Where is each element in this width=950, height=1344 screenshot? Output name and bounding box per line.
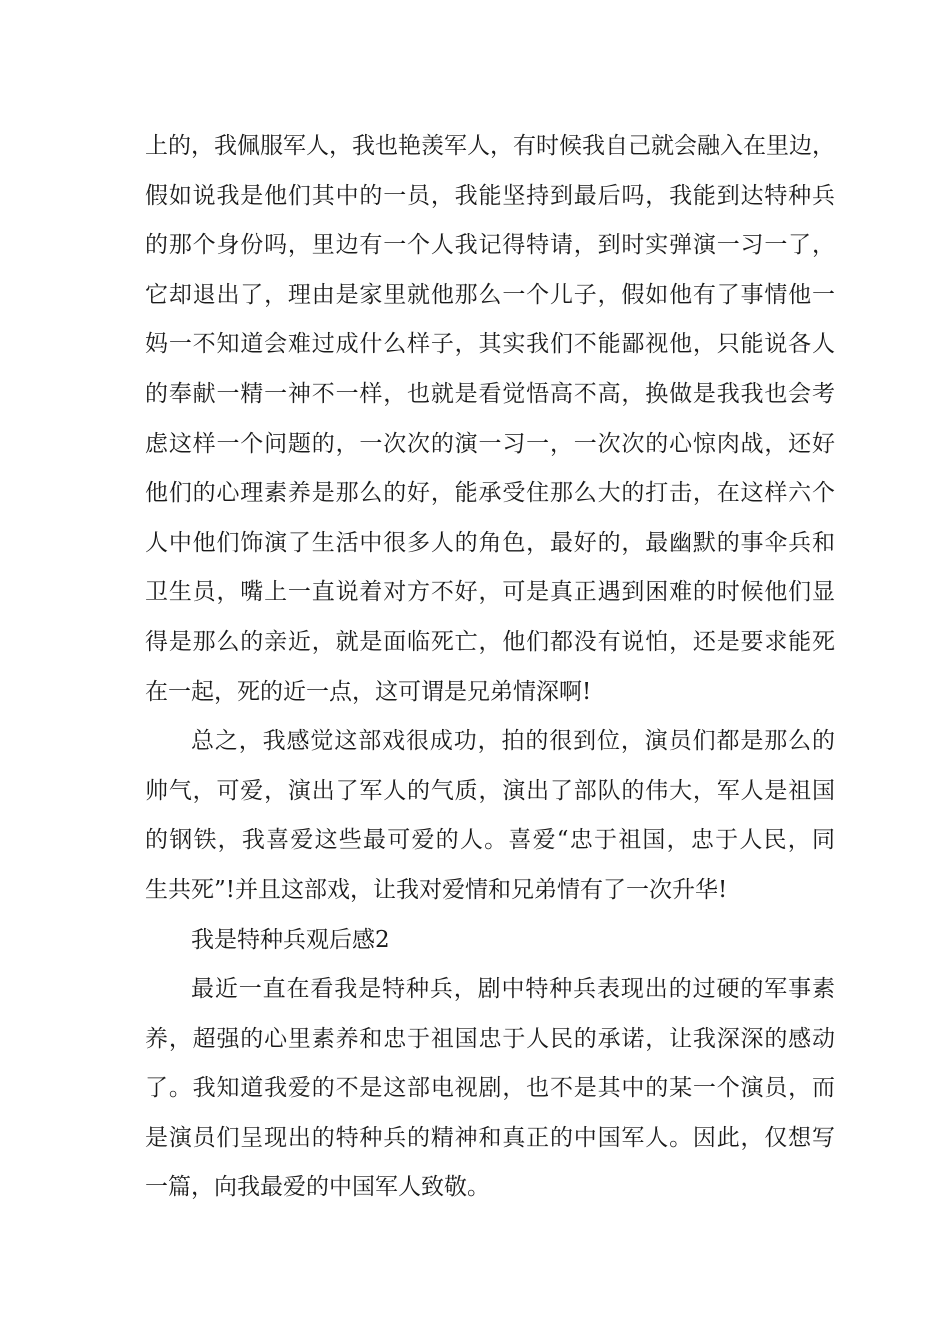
text-line: 总之，我感觉这部戏很成功，拍的很到位，演员们都是那么的 (191, 728, 835, 755)
text-line: 一篇，向我最爱的中国军人致敬。 (145, 1174, 490, 1201)
text-line: 他们的心理素养是那么的好，能承受住那么大的打击，在这样六个 (145, 480, 835, 507)
text-line: 最近一直在看我是特种兵，剧中特种兵表现出的过硬的军事素 (191, 976, 835, 1003)
text-line: 的钢铁，我喜爱这些最可爱的人。喜爱“忠于祖国，忠于人民，同 (145, 827, 835, 854)
document-body (145, 122, 835, 1213)
paragraph-continuation (145, 122, 835, 717)
text-line: 帅气，可爱，演出了军人的气质，演出了部队的伟大，军人是祖国 (145, 777, 835, 804)
paragraph-essay-2 (145, 965, 835, 1213)
text-line: 了。我知道我爱的不是这部电视剧，也不是其中的某一个演员，而 (145, 1075, 835, 1102)
text-line: 的那个身份吗，里边有一个人我记得特请，到时实弹演一习一了， (145, 232, 835, 259)
text-line: 它却退出了，理由是家里就他那么一个儿子，假如他有了事情他一 (145, 281, 835, 308)
section-heading: 我是特种兵观后感2 (191, 926, 390, 953)
text-line: 人中他们饰演了生活中很多人的角色，最好的，最幽默的事伞兵和 (145, 529, 835, 556)
text-line: 妈一不知道会难过成什么样子，其实我们不能鄙视他，只能说各人 (145, 331, 835, 358)
text-line: 生共死”!并且这部戏，让我对爱情和兄弟情有了一次升华! (145, 876, 728, 903)
text-line: 的奉献一精一神不一样，也就是看觉悟高不高，换做是我我也会考 (145, 380, 835, 407)
text-line: 养，超强的心里素养和忠于祖国忠于人民的承诺，让我深深的感动 (145, 1025, 835, 1052)
text-line: 是演员们呈现出的特种兵的精神和真正的中国军人。因此，仅想写 (145, 1124, 835, 1151)
text-line: 卫生员，嘴上一直说着对方不好，可是真正遇到困难的时候他们显 (145, 579, 835, 606)
text-line: 在一起，死的近一点，这可谓是兄弟情深啊! (145, 678, 592, 705)
text-line: 虑这样一个问题的，一次次的演一习一，一次次的心惊肉战，还好 (145, 430, 835, 457)
paragraph-conclusion (145, 717, 835, 915)
text-line: 得是那么的亲近，就是面临死亡，他们都没有说怕，还是要求能死 (145, 628, 835, 655)
text-line: 假如说我是他们其中的一员，我能坚持到最后吗，我能到达特种兵 (145, 182, 835, 209)
text-line: 上的，我佩服军人，我也艳羡军人，有时候我自己就会融入在里边， (145, 133, 835, 159)
